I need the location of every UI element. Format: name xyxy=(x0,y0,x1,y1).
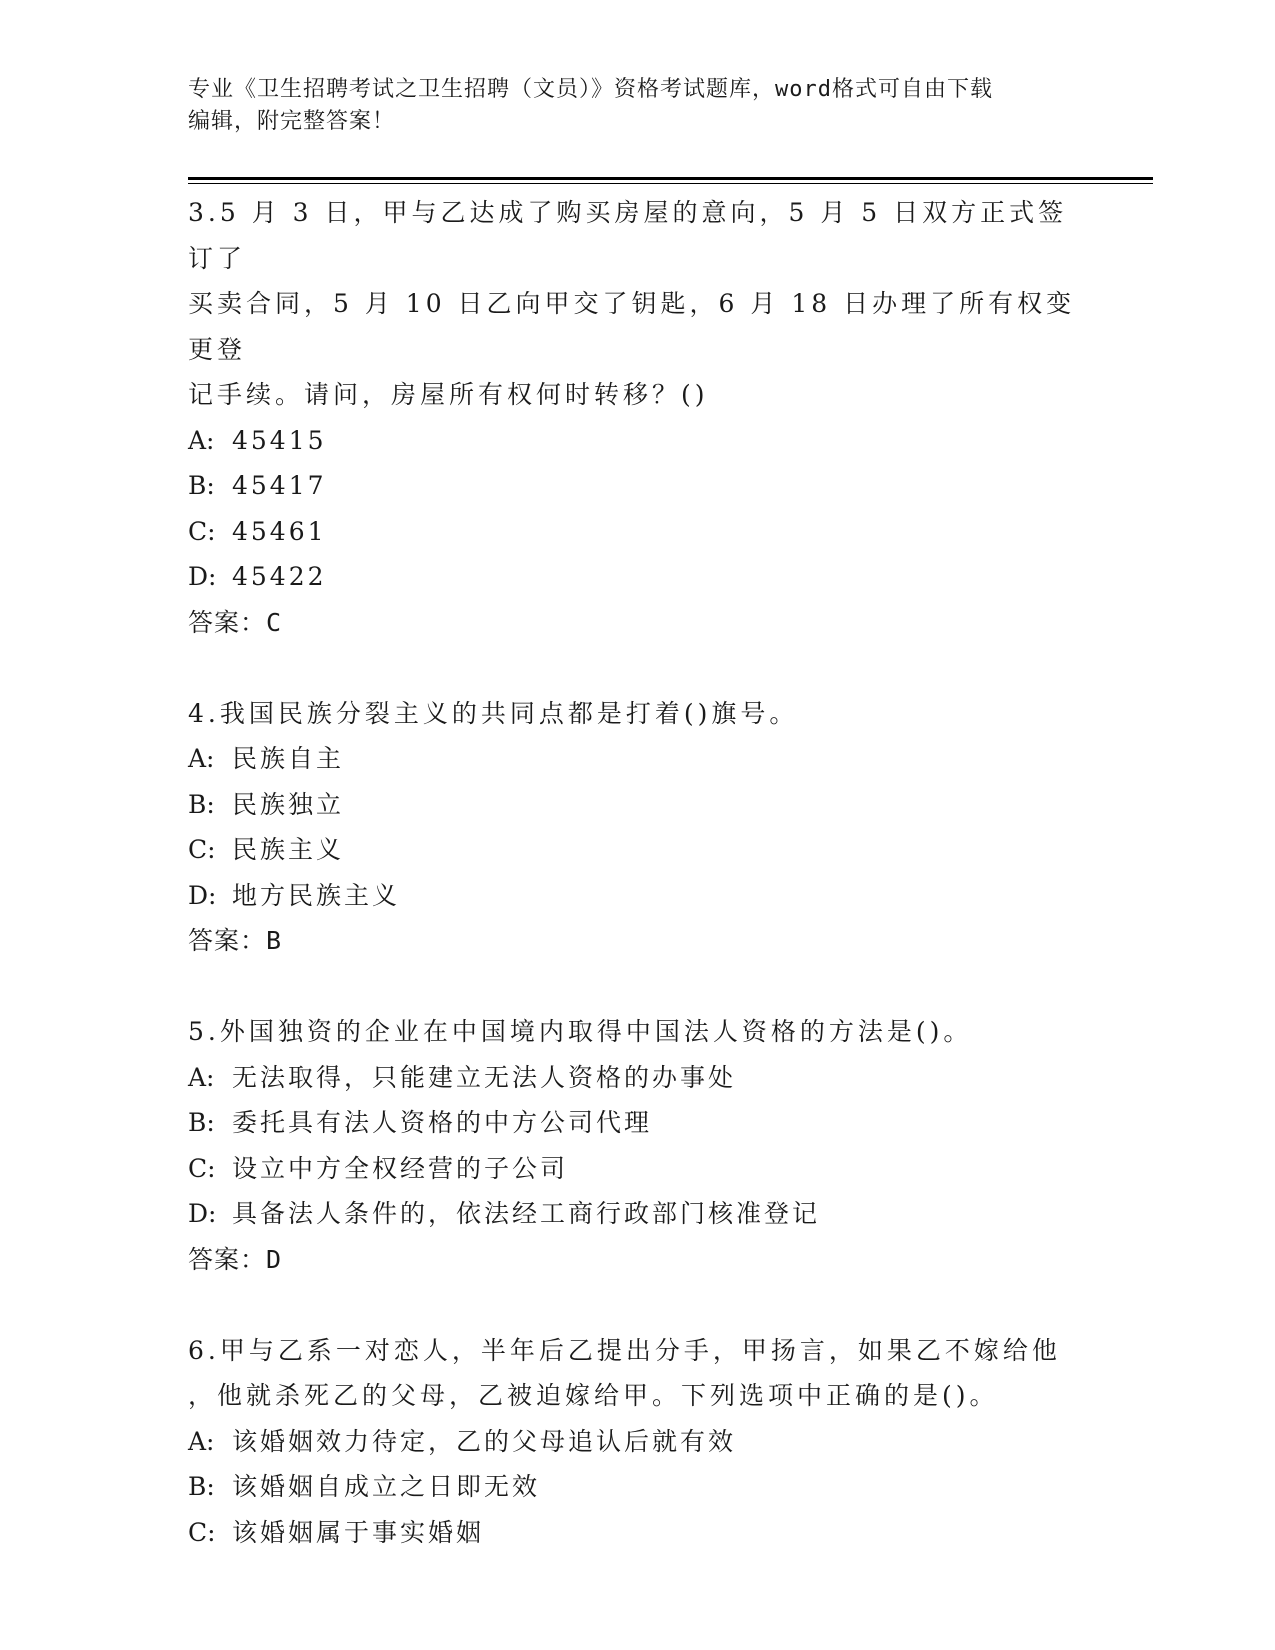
option-b xyxy=(188,463,1088,509)
question-stem-line: 4.我国民族分裂主义的共同点都是打着()旗号。 xyxy=(188,698,799,728)
option-b xyxy=(188,1464,1088,1510)
question-3 xyxy=(188,190,1088,645)
answer-line: 答案：D xyxy=(188,1244,283,1274)
option-a xyxy=(188,1055,1088,1101)
option-a xyxy=(188,418,1088,464)
option-key: D: xyxy=(188,562,217,591)
question-spacer xyxy=(188,645,1088,691)
option-key: C: xyxy=(188,1517,216,1547)
question-stem-line: ，他就杀死乙的父母，乙被迫嫁给甲。下列选项中正确的是()。 xyxy=(188,1381,999,1410)
header-line-2: 编辑，附完整答案！ xyxy=(188,109,396,134)
option-a xyxy=(188,1419,1088,1465)
option-text: 45461 xyxy=(232,516,327,546)
option-c xyxy=(188,509,1088,555)
option-key: A: xyxy=(188,744,215,773)
option-a xyxy=(188,736,1088,782)
question-stem-line: 3.5 月 3 日，甲与乙达成了购买房屋的意向，5 月 5 日双方正式签订了 xyxy=(188,198,1068,273)
option-key: D: xyxy=(188,1199,217,1228)
option-key: B: xyxy=(188,1108,215,1137)
option-key: B: xyxy=(188,1472,215,1501)
question-spacer xyxy=(188,1282,1088,1328)
question-6 xyxy=(188,1328,1088,1556)
question-spacer xyxy=(188,964,1088,1010)
option-key: A: xyxy=(188,425,215,455)
option-b xyxy=(188,782,1088,828)
option-key: C: xyxy=(188,1153,216,1183)
option-key: A: xyxy=(188,1426,215,1456)
option-text: 该婚姻自成立之日即无效 xyxy=(232,1472,541,1501)
option-text: 该婚姻效力待定，乙的父母追认后就有效 xyxy=(232,1426,737,1456)
option-text: 民族独立 xyxy=(232,789,345,819)
option-d xyxy=(188,554,1088,600)
option-c xyxy=(188,1146,1088,1192)
question-stem-line: 买卖合同，5 月 10 日乙向甲交了钥匙，6 月 18 日办理了所有权变更登 xyxy=(188,289,1076,364)
option-c xyxy=(188,827,1088,873)
option-text: 民族自主 xyxy=(232,744,345,773)
option-text: 45415 xyxy=(232,425,327,455)
option-key: D: xyxy=(188,880,217,910)
question-stem-line: 6.甲与乙系一对恋人，半年后乙提出分手，甲扬言，如果乙不嫁给他 xyxy=(188,1335,1061,1365)
question-4 xyxy=(188,691,1088,964)
option-key: B: xyxy=(188,471,215,500)
option-text: 设立中方全权经营的子公司 xyxy=(232,1153,569,1183)
option-text: 民族主义 xyxy=(232,835,345,864)
option-text: 委托具有法人资格的中方公司代理 xyxy=(232,1108,653,1137)
option-key: A: xyxy=(188,1062,215,1092)
option-key: C: xyxy=(188,516,216,546)
question-stem-line: 5.外国独资的企业在中国境内取得中国法人资格的方法是()。 xyxy=(188,1017,973,1046)
document-header xyxy=(188,74,1088,138)
header-line-1: 专业《卫生招聘考试之卫生招聘（文员）》资格考试题库，word格式可自由下载 xyxy=(188,77,993,102)
question-stem-line: 记手续。请问，房屋所有权何时转移？() xyxy=(188,380,709,409)
header-divider-thick xyxy=(188,177,1153,180)
option-text: 该婚姻属于事实婚姻 xyxy=(232,1517,485,1547)
question-5 xyxy=(188,1009,1088,1282)
option-c xyxy=(188,1510,1088,1556)
option-text: 45417 xyxy=(232,471,327,500)
option-d xyxy=(188,1191,1088,1237)
question-list xyxy=(188,190,1088,1555)
option-key: C: xyxy=(188,835,216,864)
answer-line: 答案：B xyxy=(188,926,283,955)
option-d xyxy=(188,873,1088,919)
option-text: 45422 xyxy=(232,562,327,591)
header-divider-thin xyxy=(188,183,1153,184)
option-text: 无法取得，只能建立无法人资格的办事处 xyxy=(232,1062,737,1092)
option-text: 地方民族主义 xyxy=(232,880,401,910)
answer-line: 答案：C xyxy=(188,607,283,637)
option-text: 具备法人条件的，依法经工商行政部门核准登记 xyxy=(232,1199,821,1228)
option-key: B: xyxy=(188,789,215,819)
option-b xyxy=(188,1100,1088,1146)
